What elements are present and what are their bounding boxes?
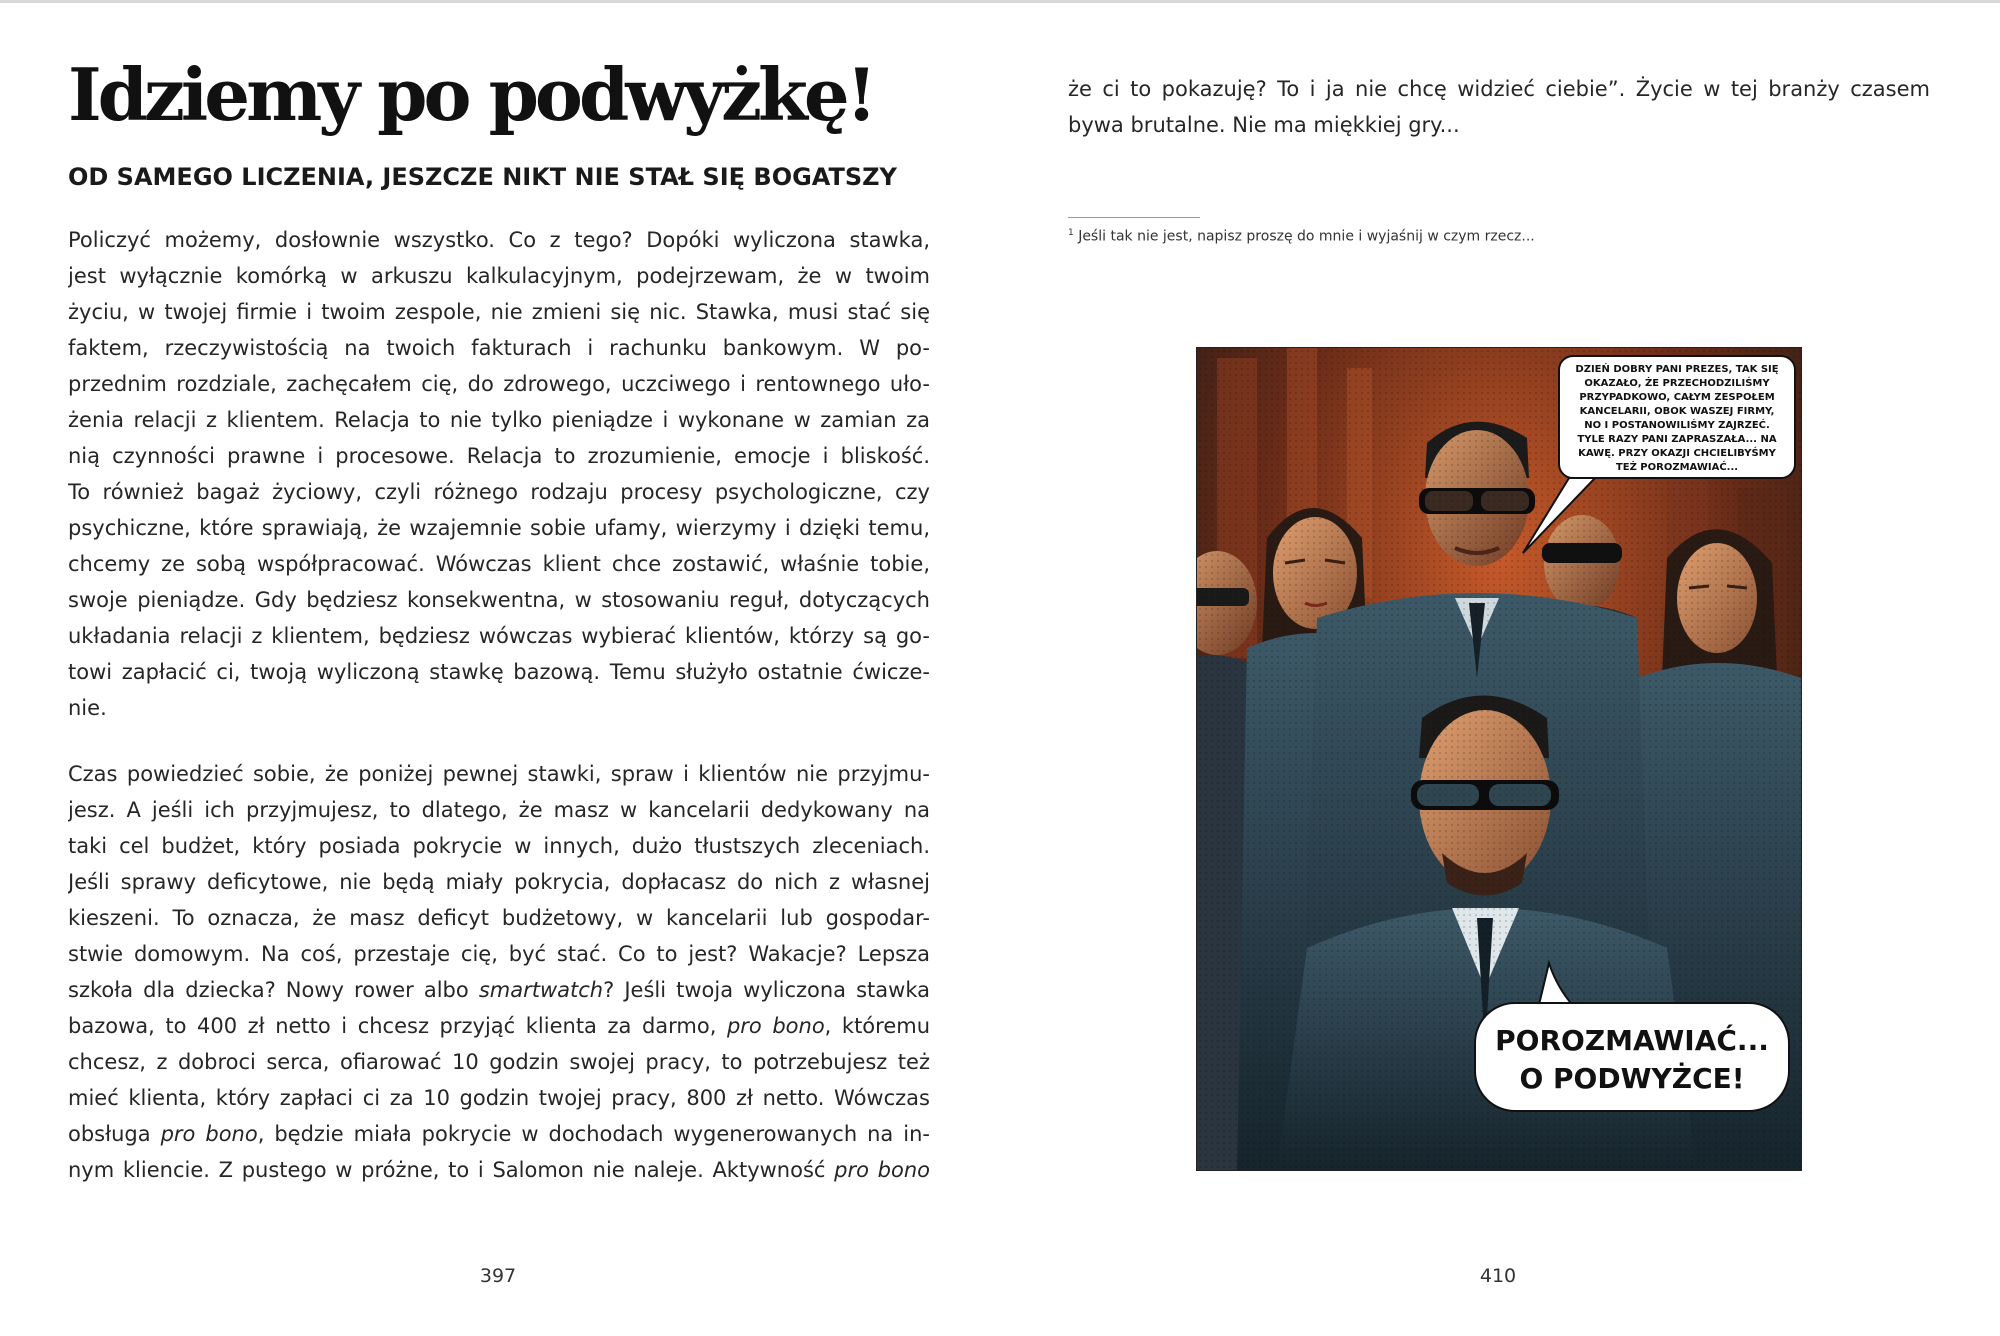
chapter-title: Idziemy po podwyżkę! (68, 52, 874, 137)
text-run: ? Jeśli twoja wyliczona stawka (603, 978, 930, 1002)
right-page (1000, 0, 2000, 1336)
continued-text (1068, 71, 1930, 143)
text-line: nie. (68, 696, 107, 720)
text-line: Jeśli sprawy deficytowe, nie będą miały pokrycia, dopłacasz do nich z własnej (68, 870, 930, 894)
text-line: Czas powiedzieć sobie, że poniżej pewnej stawki, spraw i klientów nie przyjmu- (68, 762, 930, 786)
text-line: chcesz, z dobroci serca, ofiarować 10 godzin swojej pracy, to potrzebujesz też (68, 1050, 930, 1074)
footnote-mark: 1 (1068, 228, 1074, 238)
text-line: układania relacji z klientem, będziesz wówczas wybierać klientów, którzy są go- (68, 624, 930, 648)
text-line (68, 1116, 930, 1152)
text-line: taki cel budżet, który posiada pokrycie w innych, dużo tłustszych zleceniach. (68, 834, 930, 858)
paragraph-2 (68, 756, 930, 1188)
comic-artwork (1197, 348, 1801, 1170)
text-run: szkoła dla dziecka? Nowy rower albo (68, 978, 479, 1002)
text-line: jest wyłącznie komórką w arkuszu kalkulacyjnym, podejrzewam, że w twoim (68, 264, 930, 288)
text-line: psychiczne, które sprawiają, że wzajemnie sobie ufamy, wierzymy i dzięki temu, (68, 516, 930, 540)
page-number-left: 397 (479, 1265, 517, 1287)
bubble-bottom-line: POROZMAWIAĆ... (1495, 1024, 1769, 1057)
text-run: obsługa (68, 1122, 161, 1146)
page-number-right: 410 (1479, 1265, 1517, 1287)
text-line: żenia relacji z klientem. Relacja to nie tylko pieniądze i wykonane w zamian za (68, 408, 930, 432)
bubble-top-line: KANCELARII, OBOK WASZEJ FIRMY, (1579, 406, 1775, 417)
text-line: faktem, rzeczywistością na twoich fakturach i rachunku bankowym. W po- (68, 336, 930, 360)
bubble-top-line: PRZYPADKOWO, CAŁYM ZESPOŁEM (1579, 392, 1775, 403)
text-line: bywa brutalne. Nie ma miękkiej gry... (1068, 113, 1460, 137)
text-line: towi zapłacić ci, twoją wyliczoną stawkę bazową. Temu służyło ostatnie ćwicze- (68, 660, 930, 684)
paragraph-1 (68, 222, 930, 726)
text-line: że ci to pokazuję? To i ja nie chcę widzieć ciebie”. Życie w tej branży czasem (1068, 77, 1930, 101)
text-line: stwie domowym. Na coś, przestaje cię, być stać. Co to jest? Wakacje? Lepsza (68, 942, 930, 966)
italic-term: pro bono (160, 1122, 258, 1146)
comic-illustration (1197, 348, 1801, 1170)
text-line: życiu, w twojej firmie i twoim zespole, nie zmieni się nic. Stawka, musi stać się (68, 300, 930, 324)
text-line: nią czynności prawne i procesowe. Relacja to zrozumienie, emocje i bliskość. (68, 444, 930, 468)
text-run: bazowa, to 400 zł netto i chcesz przyjąć klienta za darmo, (68, 1014, 727, 1038)
footnote-text: Jeśli tak nie jest, napisz proszę do mnie i wyjaśnij w czym rzecz... (1078, 228, 1535, 245)
text-line (68, 1152, 930, 1188)
text-line: swoje pieniądze. Gdy będziesz konsekwentna, w stosowaniu reguł, dotyczących (68, 588, 930, 612)
text-line: Policzyć możemy, dosłownie wszystko. Co z tego? Dopóki wyliczona stawka, (68, 228, 930, 252)
bubble-bottom-line: O PODWYŻCE! (1519, 1062, 1745, 1095)
bubble-top-line: DZIEŃ DOBRY PANI PREZES, TAK SIĘ (1575, 364, 1779, 375)
bubble-top-line: TYLE RAZY PANI ZAPRASZAŁA... NA (1577, 434, 1777, 445)
italic-term: pro bono (726, 1014, 825, 1038)
text-line (68, 1008, 930, 1044)
bubble-top-line: TEŻ POROZMAWIAĆ... (1615, 462, 1739, 473)
bubble-top-line: KAWĘ. PRZY OKAZJI CHCIELIBYŚMY (1578, 448, 1776, 459)
text-line: przednim rozdziale, zachęcałem cię, do zdrowego, uczciwego i rentownego uło- (68, 372, 930, 396)
footnote (1068, 228, 1535, 245)
text-line: mieć klienta, który zapłaci ci za 10 godzin twojej pracy, 800 zł netto. Wówczas (68, 1086, 930, 1110)
text-run: , któremu (824, 1014, 930, 1038)
text-run: , będzie miała pokrycie w dochodach wygenerowanych na in- (257, 1122, 930, 1146)
text-line: To również bagaż życiowy, czyli różnego rodzaju procesy psychologiczne, czy (68, 480, 930, 504)
footnote-divider (1068, 217, 1200, 218)
italic-term: smartwatch (478, 978, 604, 1002)
text-line: jesz. A jeśli ich przyjmujesz, to dlatego, że masz w kancelarii dedykowany na (68, 798, 930, 822)
text-line (68, 972, 930, 1008)
italic-term: pro bono (834, 1158, 930, 1182)
text-run: nym kliencie. Z pustego w próżne, to i Salomon nie naleje. Aktywność (68, 1158, 835, 1182)
text-line: chcemy ze sobą współpracować. Wówczas klient chce zostawić, właśnie tobie, (68, 552, 930, 576)
section-subtitle: OD SAMEGO LICZENIA, JESZCZE NIKT NIE STAŁ SIĘ BOGATSZY (68, 163, 897, 191)
bubble-top-line: NO I POSTANOWILIŚMY ZAJRZEĆ. (1584, 420, 1770, 431)
bubble-top-line: OKAZAŁO, ŻE PRZECHODZILIŚMY (1584, 378, 1770, 389)
text-line: kieszeni. To oznacza, że masz deficyt budżetowy, w kancelarii lub gospodar- (68, 906, 930, 930)
